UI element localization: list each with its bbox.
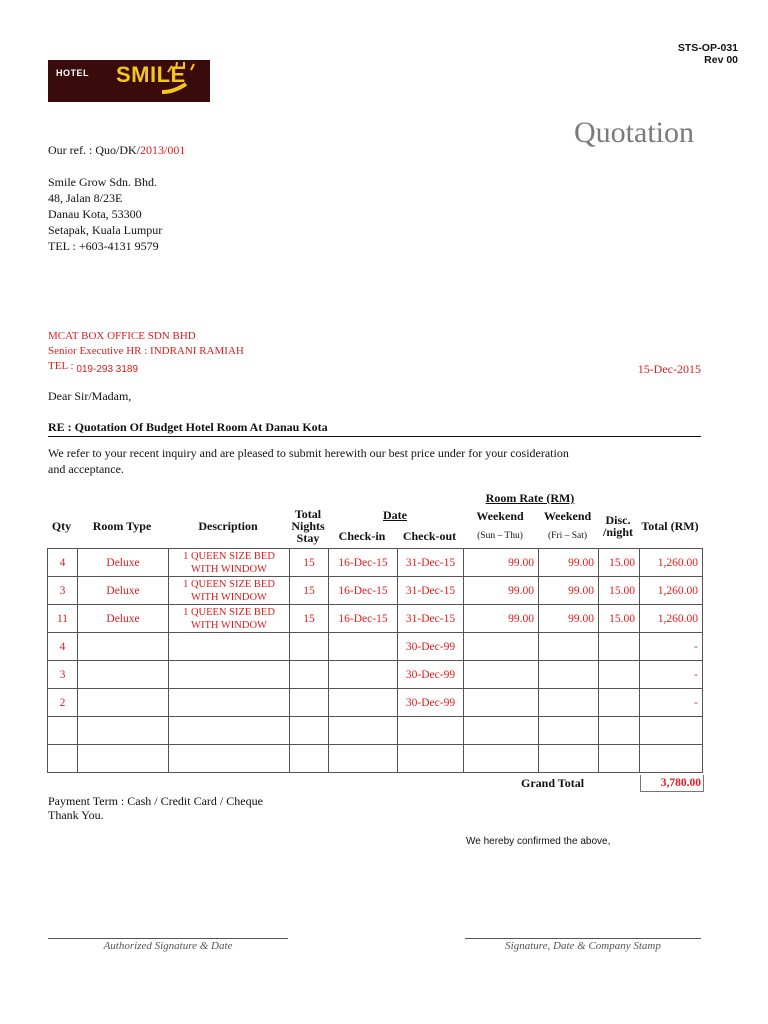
grand-total-label: Grand Total: [521, 776, 585, 790]
cell-description: [169, 689, 290, 717]
cell-rate-weekend: [539, 633, 599, 661]
table-row: [48, 605, 703, 633]
cell-nights: [290, 661, 329, 689]
client-company: MCAT BOX OFFICE SDN BHD: [48, 330, 196, 342]
cell-checkout: 31-Dec-15: [398, 577, 464, 605]
subject-line: RE : Quotation Of Budget Hotel Room At Danau Kota: [48, 420, 328, 434]
col-header-nights-1: Total: [294, 507, 322, 521]
col-header-weekend-1-sub: (Sun – Thu): [477, 531, 523, 541]
col-header-nights: [289, 508, 327, 544]
cell-total: 1,260.00: [640, 605, 703, 633]
cell-checkin: [329, 661, 398, 689]
sender-line2: Danau Kota, 53300: [48, 207, 142, 221]
cell-description: [169, 549, 290, 577]
cell-checkin: 16-Dec-15: [329, 577, 398, 605]
cell-checkin: [329, 633, 398, 661]
table-row: [48, 717, 703, 745]
sender-tel: TEL : +603-4131 9579: [48, 239, 159, 253]
cell-description-line2: WITH WINDOW: [191, 619, 267, 631]
table-row: [48, 661, 703, 689]
cell-qty: [48, 717, 78, 745]
col-header-description: Description: [198, 519, 258, 533]
cell-discount: 15.00: [599, 549, 640, 577]
cell-total: [640, 717, 703, 745]
ref-label: Our ref. : Quo/DK/: [48, 143, 140, 157]
cell-qty: 3: [48, 661, 78, 689]
client-info: [48, 329, 244, 374]
our-reference: [48, 143, 185, 158]
cell-qty: 4: [48, 549, 78, 577]
cell-room-type: Deluxe: [78, 577, 169, 605]
sun-icon: [162, 60, 202, 102]
thank-you: Thank You.: [48, 808, 104, 822]
cell-discount: [599, 745, 640, 773]
col-header-weekend-2: Weekend: [543, 509, 592, 523]
cell-nights: 15: [290, 549, 329, 577]
logo-hotel-text: HOTEL: [56, 68, 89, 78]
page-title: Quotation: [574, 116, 694, 149]
col-header-checkin: Check-in: [338, 529, 386, 543]
cell-qty: 11: [48, 605, 78, 633]
payment-term: Payment Term : Cash / Credit Card / Cheque: [48, 794, 263, 808]
quotation-date: 15-Dec-2015: [637, 362, 701, 376]
cell-room-type: Deluxe: [78, 605, 169, 633]
cell-total: -: [640, 689, 703, 717]
cell-room-type: [78, 745, 169, 773]
client-contact: Senior Executive HR : INDRANI RAMIAH: [48, 345, 244, 357]
table-row: [48, 633, 703, 661]
col-header-qty: Qty: [51, 519, 72, 533]
cell-description: [169, 745, 290, 773]
table-row: [48, 577, 703, 605]
sender-address: [48, 174, 162, 254]
table-row: [48, 745, 703, 773]
payment-section: [48, 794, 263, 822]
col-header-checkout: Check-out: [402, 529, 457, 543]
cell-checkout: 30-Dec-99: [398, 633, 464, 661]
doc-revision: Rev 00: [704, 54, 738, 64]
cell-total: -: [640, 661, 703, 689]
signature-label-right: Signature, Date & Company Stamp: [505, 940, 661, 952]
col-header-date: Date: [383, 508, 407, 522]
table-row: [48, 689, 703, 717]
cell-rate-weekend: [539, 689, 599, 717]
cell-rate-weekday: 99.00: [464, 605, 539, 633]
cell-nights: 15: [290, 605, 329, 633]
cell-description-line2: WITH WINDOW: [191, 563, 267, 575]
cell-room-type: Deluxe: [78, 549, 169, 577]
cell-discount: 15.00: [599, 605, 640, 633]
cell-rate-weekday: [464, 689, 539, 717]
cell-total: [640, 745, 703, 773]
cell-nights: [290, 745, 329, 773]
logo-smile-text: SMILE: [116, 62, 186, 87]
cell-qty: 3: [48, 577, 78, 605]
client-tel-number: 019-293 3189: [76, 364, 139, 375]
cell-description: [169, 577, 290, 605]
cell-nights: [290, 689, 329, 717]
hotel-logo: [48, 60, 210, 102]
doc-code-number: STS-OP-031: [677, 42, 738, 54]
cell-checkin: [329, 745, 398, 773]
document-code: [678, 42, 738, 64]
cell-rate-weekday: [464, 745, 539, 773]
confirmation-text: We hereby confirmed the above,: [466, 836, 611, 847]
cell-discount: [599, 633, 640, 661]
cell-total: 1,260.00: [640, 549, 703, 577]
cell-qty: 2: [48, 689, 78, 717]
cell-room-type: [78, 717, 169, 745]
cell-total: 1,260.00: [640, 577, 703, 605]
cell-checkout: 31-Dec-15: [398, 605, 464, 633]
cell-checkout: 30-Dec-99: [398, 661, 464, 689]
sender-line3: Setapak, Kuala Lumpur: [48, 223, 163, 237]
cell-description: [169, 717, 290, 745]
cell-checkout: [398, 717, 464, 745]
cell-rate-weekend: 99.00: [539, 577, 599, 605]
cell-description-line1: 1 QUEEN SIZE BED: [183, 550, 275, 562]
cell-rate-weekend: 99.00: [539, 605, 599, 633]
cell-rate-weekend: [539, 661, 599, 689]
col-header-nights-3: Stay: [296, 531, 320, 545]
signature-line-left: [48, 938, 288, 939]
cell-room-type: [78, 661, 169, 689]
cell-qty: [48, 745, 78, 773]
cell-total: -: [640, 633, 703, 661]
table-row: [48, 549, 703, 577]
sender-company: Smile Grow Sdn. Bhd.: [48, 175, 158, 189]
col-header-nights-2: Nights: [291, 519, 325, 533]
cell-discount: [599, 689, 640, 717]
cell-room-type: [78, 689, 169, 717]
cell-room-type: [78, 633, 169, 661]
col-header-weekend-2-sub: (Fri – Sat): [547, 531, 588, 541]
cell-discount: 15.00: [599, 577, 640, 605]
col-header-total: Total (RM): [641, 519, 699, 533]
sender-line1: 48, Jalan 8/23E: [48, 191, 123, 205]
intro-paragraph: We refer to your recent inquiry and are pleased to submit herewith our best price under for your cosideration and acceptance.: [48, 446, 569, 476]
cell-checkin: 16-Dec-15: [329, 549, 398, 577]
cell-checkin: [329, 689, 398, 717]
col-header-discount-1: Disc.: [605, 513, 631, 527]
cell-description-line1: 1 QUEEN SIZE BED: [183, 606, 275, 618]
cell-checkin: 16-Dec-15: [329, 605, 398, 633]
cell-rate-weekday: [464, 633, 539, 661]
col-header-room-rate: Room Rate (RM): [485, 491, 575, 505]
client-tel-label: TEL :: [48, 360, 74, 372]
col-header-weekend-1: Weekend: [476, 509, 524, 523]
cell-rate-weekday: [464, 661, 539, 689]
cell-nights: 15: [290, 577, 329, 605]
cell-rate-weekend: [539, 717, 599, 745]
rates-table: [47, 548, 703, 773]
cell-rate-weekday: 99.00: [464, 549, 539, 577]
cell-description: [169, 605, 290, 633]
cell-rate-weekday: [464, 717, 539, 745]
cell-rate-weekend: 99.00: [539, 549, 599, 577]
col-header-discount-2: /night: [602, 525, 633, 539]
signature-label-left: Authorized Signature & Date: [103, 940, 233, 952]
cell-discount: [599, 717, 640, 745]
signature-line-right: [465, 938, 701, 939]
client-tel: [48, 359, 244, 374]
cell-rate-weekday: 99.00: [464, 577, 539, 605]
col-header-room-type: Room Type: [92, 519, 152, 533]
cell-description-line2: WITH WINDOW: [191, 591, 267, 603]
cell-discount: [599, 661, 640, 689]
cell-nights: [290, 717, 329, 745]
salutation: Dear Sir/Madam,: [48, 389, 132, 403]
col-header-discount: [598, 514, 638, 538]
cell-nights: [290, 633, 329, 661]
cell-rate-weekend: [539, 745, 599, 773]
cell-checkout: 31-Dec-15: [398, 549, 464, 577]
ref-value: 2013/001: [139, 143, 186, 157]
cell-checkout: [398, 745, 464, 773]
cell-description: [169, 633, 290, 661]
subject-divider: [48, 436, 701, 437]
cell-checkin: [329, 717, 398, 745]
cell-description-line1: 1 QUEEN SIZE BED: [183, 578, 275, 590]
cell-description: [169, 661, 290, 689]
grand-total-value: 3,780.00: [640, 775, 704, 792]
cell-qty: 4: [48, 633, 78, 661]
cell-checkout: 30-Dec-99: [398, 689, 464, 717]
